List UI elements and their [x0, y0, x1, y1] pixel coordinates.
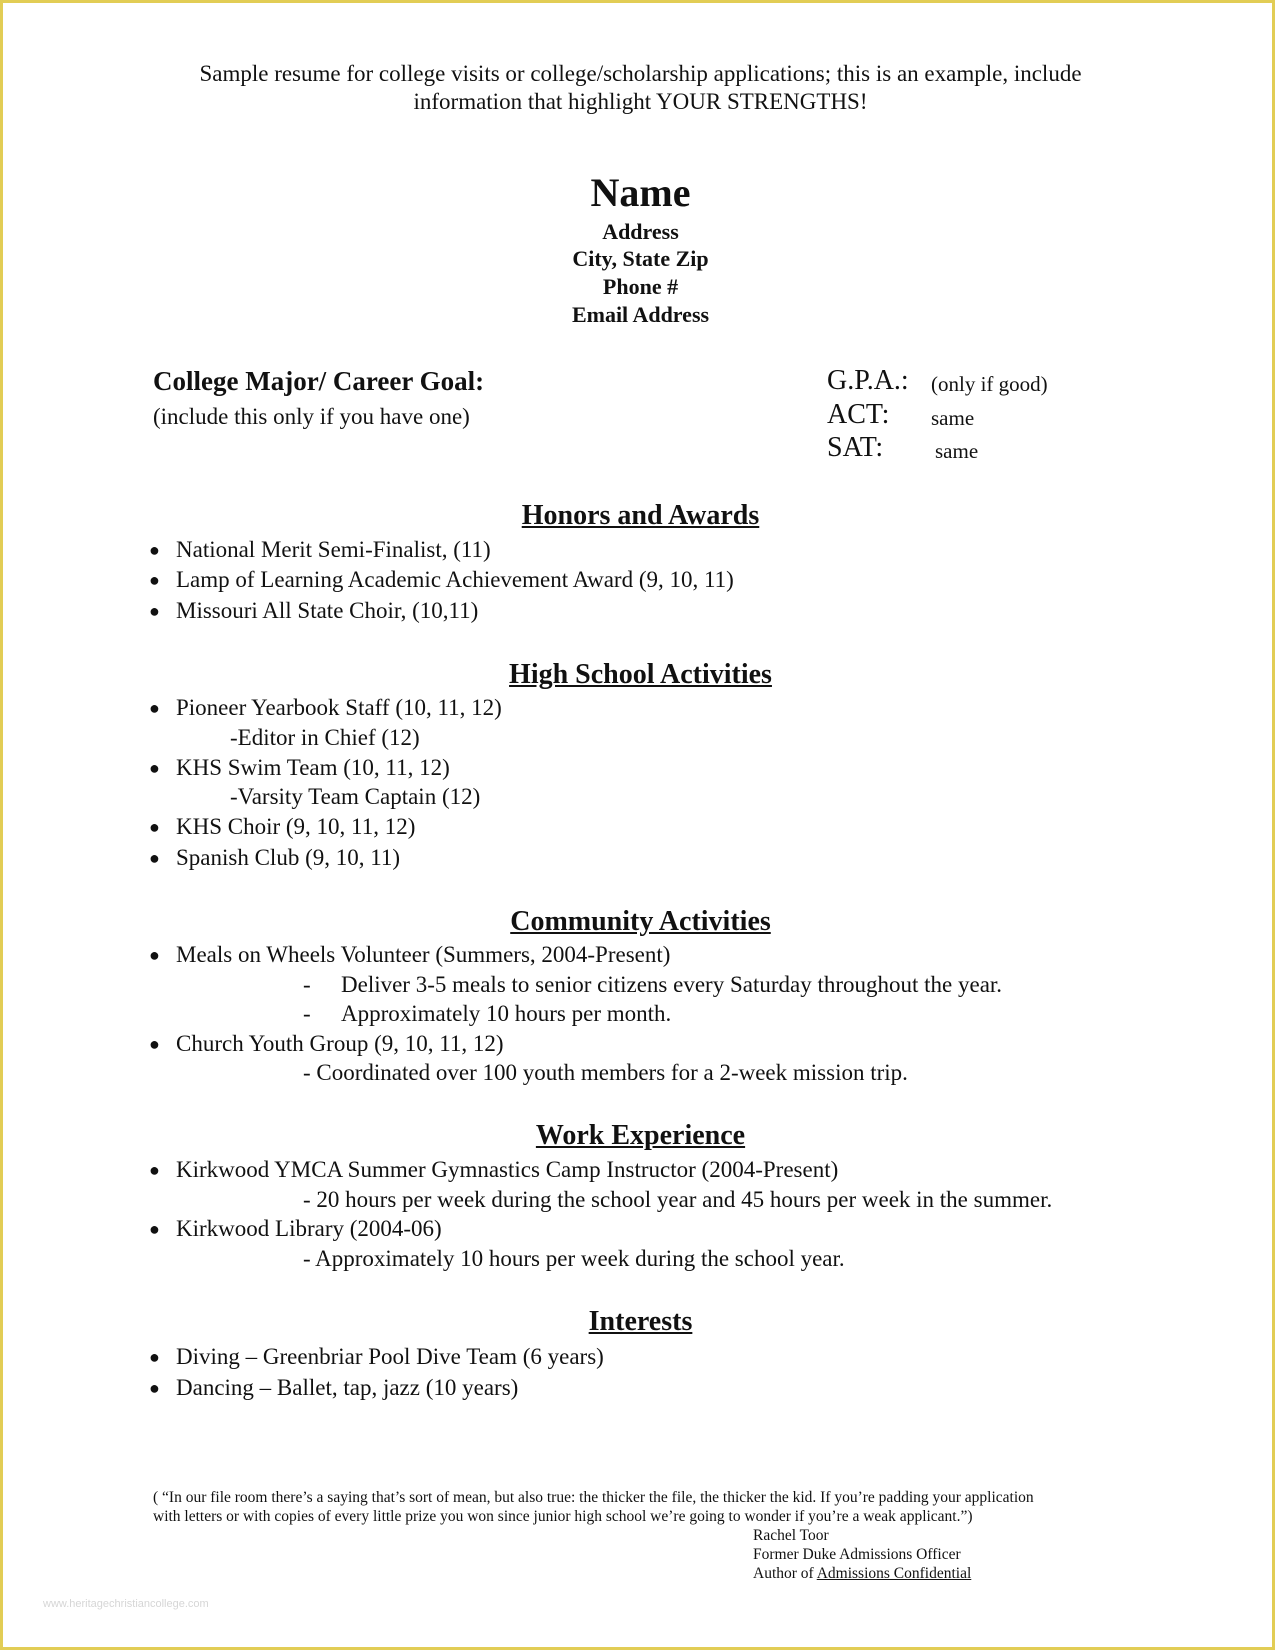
- watermark: www.heritagechristiancollege.com: [43, 1598, 209, 1610]
- activities-heading: High School Activities: [509, 659, 772, 690]
- gpa-value: (only if good): [931, 372, 1048, 396]
- list-subitem: -Varsity Team Captain (12): [230, 784, 481, 809]
- intro-line-2: information that highlight YOUR STRENGTHS!: [413, 89, 868, 114]
- list-item: ● Dancing – Ballet, tap, jazz (10 years): [149, 1375, 519, 1400]
- quote-line-2: with letters or with copies of every little prize you won since junior high school we’re going to wonder if you’re a weak applicant.”): [153, 1508, 973, 1525]
- list-item: ● Meals on Wheels Volunteer (Summers, 2004-Present): [149, 942, 671, 967]
- quote-author-role: Former Duke Admissions Officer: [753, 1546, 961, 1563]
- act-value: same: [931, 406, 975, 430]
- list-item: ● Diving – Greenbriar Pool Dive Team (6 years): [149, 1344, 604, 1369]
- contact-address: Address: [602, 219, 679, 244]
- bullet-icon: ●: [149, 540, 160, 560]
- bullet-icon: ●: [149, 817, 160, 837]
- list-item: ● Church Youth Group (9, 10, 11, 12): [149, 1031, 504, 1056]
- work-heading: Work Experience: [535, 1120, 746, 1151]
- list-item: ● Spanish Club (9, 10, 11): [149, 845, 401, 870]
- bullet-icon: ●: [149, 848, 160, 868]
- sat-label: SAT:: [827, 432, 884, 463]
- bullet-icon: ●: [149, 601, 160, 621]
- list-subitem: Approximately 10 hours per month.: [341, 1001, 672, 1026]
- bullet-icon: ●: [149, 1160, 160, 1180]
- bullet-icon: ●: [149, 570, 160, 590]
- career-goal-heading: College Major/ Career Goal:: [153, 366, 485, 396]
- contact-email: Email Address: [571, 302, 710, 327]
- bullet-icon: ●: [149, 945, 160, 965]
- list-item: ● Kirkwood Library (2004-06): [149, 1216, 442, 1241]
- list-item: ● KHS Choir (9, 10, 11, 12): [149, 814, 416, 839]
- bullet-icon: ●: [149, 1219, 160, 1239]
- list-item: ● KHS Swim Team (10, 11, 12): [149, 755, 450, 780]
- bullet-icon: ●: [149, 1378, 160, 1398]
- bullet-icon: ●: [149, 698, 160, 718]
- contact-phone: Phone #: [602, 274, 679, 299]
- resume-name: Name: [590, 170, 691, 215]
- quote-author-book: Author of Admissions Confidential: [753, 1565, 972, 1582]
- bullet-icon: ●: [149, 758, 160, 778]
- bullet-icon: ●: [149, 1347, 160, 1367]
- act-label: ACT:: [827, 399, 890, 430]
- contact-city-state-zip: City, State Zip: [572, 246, 709, 271]
- quote-line-1: ( “In our file room there’s a saying that’s sort of mean, but also true: the thicker the file, the thicker the kid. If you’re padding your application: [153, 1489, 1034, 1506]
- list-subitem: - 20 hours per week during the school year and 45 hours per week in the summer.: [303, 1187, 1053, 1212]
- list-item: ● Missouri All State Choir, (10,11): [149, 598, 479, 623]
- honors-heading: Honors and Awards: [521, 500, 760, 531]
- sat-value: same: [935, 439, 979, 463]
- list-subitem: -Editor in Chief (12): [230, 725, 420, 750]
- community-heading: Community Activities: [510, 906, 771, 937]
- book-title: Admissions Confidential: [816, 1565, 972, 1582]
- list-subitem: Deliver 3-5 meals to senior citizens every Saturday throughout the year.: [341, 972, 1003, 997]
- bullet-icon: ●: [149, 1034, 160, 1054]
- list-item: ● Lamp of Learning Academic Achievement Award (9, 10, 11): [149, 567, 734, 592]
- intro-note: [3, 60, 1272, 116]
- dash-icon: -: [303, 972, 311, 997]
- list-subitem: - Coordinated over 100 youth members for a 2-week mission trip.: [303, 1060, 908, 1085]
- gpa-label: G.P.A.:: [827, 365, 909, 396]
- resume-page: [3, 3, 1272, 1647]
- interests-heading: Interests: [588, 1306, 693, 1337]
- dash-icon: -: [303, 1001, 311, 1026]
- quote-author: Rachel Toor: [753, 1527, 829, 1544]
- list-item: ● National Merit Semi-Finalist, (11): [149, 537, 491, 562]
- list-item: ● Pioneer Yearbook Staff (10, 11, 12): [149, 695, 502, 720]
- intro-line-1: Sample resume for college visits or college/scholarship applications; this is an example, include: [199, 61, 1082, 86]
- list-item: ● Kirkwood YMCA Summer Gymnastics Camp Instructor (2004-Present): [149, 1157, 839, 1182]
- career-goal-note: (include this only if you have one): [153, 404, 470, 429]
- list-subitem: - Approximately 10 hours per week during the school year.: [303, 1246, 845, 1271]
